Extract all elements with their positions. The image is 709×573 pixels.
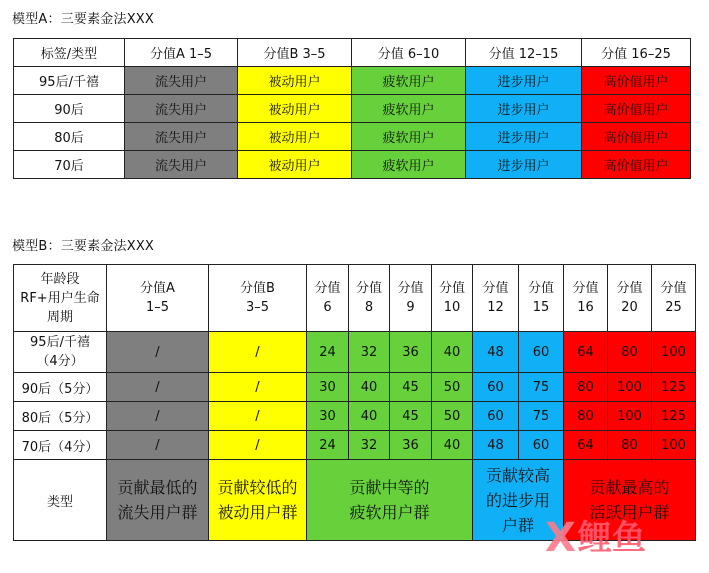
type-line: 流失用户群 xyxy=(117,503,198,522)
header-cell xyxy=(432,265,473,332)
type-cell-churn xyxy=(107,460,209,541)
header-cell xyxy=(349,265,390,332)
table-cell: 进步用户 xyxy=(466,95,582,123)
table-cell: 流失用户 xyxy=(125,151,238,179)
table-cell: 80 xyxy=(564,402,608,431)
header-line: 6 xyxy=(323,300,332,315)
type-line: 活跃用户群 xyxy=(589,503,670,522)
table-row xyxy=(14,67,691,95)
row-label: 70后 xyxy=(14,151,125,179)
type-label: 类型 xyxy=(14,460,107,541)
header-line: 分值 xyxy=(397,281,424,296)
table-cell: 60 xyxy=(473,373,519,402)
table-row xyxy=(14,402,696,431)
header-cell xyxy=(608,265,652,332)
type-line: 户群 xyxy=(501,515,534,535)
type-line: 疲软用户群 xyxy=(349,503,430,522)
header-line: 9 xyxy=(406,300,415,315)
type-line: 被动用户群 xyxy=(217,503,298,522)
row-label: 80后（5分） xyxy=(14,402,107,431)
table-cell: 进步用户 xyxy=(466,67,582,95)
table-cell: 24 xyxy=(307,332,349,373)
table-cell: 45 xyxy=(390,402,432,431)
table-cell: 40 xyxy=(432,431,473,460)
header-line: 分值A xyxy=(140,281,175,296)
table-cell: 被动用户 xyxy=(238,95,352,123)
table-cell: 64 xyxy=(564,431,608,460)
header-line: 分值B xyxy=(240,281,275,296)
header-line: 分值 xyxy=(527,281,554,296)
table-header-row xyxy=(14,39,691,67)
table-row xyxy=(14,95,691,123)
header-cell: 分值B 3–5 xyxy=(238,39,352,67)
header-line: 25 xyxy=(665,300,682,315)
table-row xyxy=(14,373,696,402)
table-row xyxy=(14,123,691,151)
header-line: 8 xyxy=(364,300,374,315)
header-cell: 分值A 1–5 xyxy=(125,39,238,67)
table-cell: 40 xyxy=(349,402,390,431)
table-cell: 高价值用户 xyxy=(582,67,691,95)
table-cell: 64 xyxy=(564,332,608,373)
table-cell: 30 xyxy=(307,373,349,402)
header-line: 12 xyxy=(487,300,504,315)
type-cell-active xyxy=(564,460,696,541)
row-label: 90后（5分） xyxy=(14,373,107,402)
row-label-line: （4分） xyxy=(36,354,84,369)
header-cell xyxy=(107,265,209,332)
table-cell: 60 xyxy=(473,402,519,431)
header-cell xyxy=(307,265,349,332)
header-cell xyxy=(564,265,608,332)
header-line: 分值 xyxy=(660,281,687,296)
table-cell: 流失用户 xyxy=(125,123,238,151)
table-cell: 50 xyxy=(432,373,473,402)
header-cell: 分值 6–10 xyxy=(352,39,466,67)
header-line: 3–5 xyxy=(245,300,270,315)
header-line: 分值 xyxy=(572,281,599,296)
table-cell: / xyxy=(107,402,209,431)
table-cell: 48 xyxy=(473,332,519,373)
table-cell: 75 xyxy=(519,402,564,431)
table-cell: / xyxy=(209,431,307,460)
table-cell: 30 xyxy=(307,402,349,431)
table-cell: / xyxy=(107,332,209,373)
header-cell: 分值 16–25 xyxy=(582,39,691,67)
type-cell-weak xyxy=(307,460,473,541)
type-line: 贡献较高 xyxy=(485,465,550,485)
model-b-table xyxy=(13,264,696,541)
table-cell: 疲软用户 xyxy=(352,123,466,151)
type-line: 贡献最低的 xyxy=(117,478,198,497)
table-row xyxy=(14,332,696,373)
row-label: 80后 xyxy=(14,123,125,151)
table-cell: 40 xyxy=(349,373,390,402)
table-cell: 疲软用户 xyxy=(352,151,466,179)
table-cell: 100 xyxy=(652,431,696,460)
table-cell: 被动用户 xyxy=(238,151,352,179)
table-cell: 50 xyxy=(432,402,473,431)
table-header-row xyxy=(14,265,696,332)
row-label: 95后/千禧 xyxy=(14,67,125,95)
header-cell xyxy=(390,265,432,332)
table-cell: 被动用户 xyxy=(238,67,352,95)
table-cell: 36 xyxy=(390,431,432,460)
row-label: 90后 xyxy=(14,95,125,123)
table-cell: 125 xyxy=(652,402,696,431)
type-line: 贡献中等的 xyxy=(349,478,430,497)
type-line: 的进步用 xyxy=(485,490,550,510)
model-a-table xyxy=(13,38,691,179)
table-cell: 32 xyxy=(349,332,390,373)
header-line: 分值 xyxy=(438,281,465,296)
header-line: 分值 xyxy=(616,281,643,296)
model-b-title: 模型B：三要素金法XXX xyxy=(12,239,155,254)
table-cell: 流失用户 xyxy=(125,67,238,95)
header-line: 20 xyxy=(621,300,638,315)
header-line: 分值 xyxy=(482,281,509,296)
header-line: 1–5 xyxy=(145,300,170,315)
header-line: 分值 xyxy=(314,281,341,296)
table-cell: 125 xyxy=(652,373,696,402)
table-cell: 疲软用户 xyxy=(352,67,466,95)
header-cell: 分值 12–15 xyxy=(466,39,582,67)
header-line: RF+用户生命 xyxy=(20,290,100,306)
header-cell xyxy=(519,265,564,332)
table-cell: 24 xyxy=(307,431,349,460)
table-cell: 流失用户 xyxy=(125,95,238,123)
table-cell: 进步用户 xyxy=(466,123,582,151)
table-cell: 100 xyxy=(608,373,652,402)
header-cell xyxy=(473,265,519,332)
table-row xyxy=(14,151,691,179)
table-cell: 45 xyxy=(390,373,432,402)
table-cell: 疲软用户 xyxy=(352,95,466,123)
type-cell-progress xyxy=(473,460,564,541)
table-cell: 高价值用户 xyxy=(582,95,691,123)
corner-header xyxy=(14,265,107,332)
watermark-x: X xyxy=(545,515,576,561)
table-cell: 100 xyxy=(652,332,696,373)
header-line: 10 xyxy=(443,300,461,315)
type-cell-passive xyxy=(209,460,307,541)
table-cell: 36 xyxy=(390,332,432,373)
type-row xyxy=(14,460,696,541)
table-cell: 高价值用户 xyxy=(582,151,691,179)
table-cell: 100 xyxy=(608,402,652,431)
table-cell: 被动用户 xyxy=(238,123,352,151)
table-cell: 80 xyxy=(564,373,608,402)
table-cell: 48 xyxy=(473,431,519,460)
table-cell: / xyxy=(209,332,307,373)
header-line: 分值 xyxy=(355,281,382,296)
table-cell: 40 xyxy=(432,332,473,373)
header-cell: 标签/类型 xyxy=(14,39,125,67)
table-cell: / xyxy=(209,402,307,431)
model-a-title: 模型A：三要素金法XXX xyxy=(12,12,155,27)
table-cell: 32 xyxy=(349,431,390,460)
table-cell: / xyxy=(209,373,307,402)
type-line: 贡献最高的 xyxy=(589,478,670,497)
type-line: 贡献较低的 xyxy=(217,478,298,497)
table-row xyxy=(14,431,696,460)
row-label: 70后（4分） xyxy=(14,431,107,460)
table-cell: 60 xyxy=(519,431,564,460)
watermark-text: 鲤鱼 xyxy=(577,518,646,558)
header-cell xyxy=(652,265,696,332)
header-cell xyxy=(209,265,307,332)
row-label xyxy=(14,332,107,373)
table-cell: / xyxy=(107,431,209,460)
table-cell: 高价值用户 xyxy=(582,123,691,151)
table-cell: 80 xyxy=(608,431,652,460)
header-line: 年龄段 xyxy=(40,271,80,287)
row-label-line: 95后/千禧 xyxy=(30,335,90,350)
table-cell: / xyxy=(107,373,209,402)
header-line: 15 xyxy=(532,300,550,315)
header-line: 16 xyxy=(577,300,594,315)
header-line: 周期 xyxy=(46,309,73,325)
table-cell: 80 xyxy=(608,332,652,373)
table-cell: 60 xyxy=(519,332,564,373)
table-cell: 进步用户 xyxy=(466,151,582,179)
table-cell: 75 xyxy=(519,373,564,402)
